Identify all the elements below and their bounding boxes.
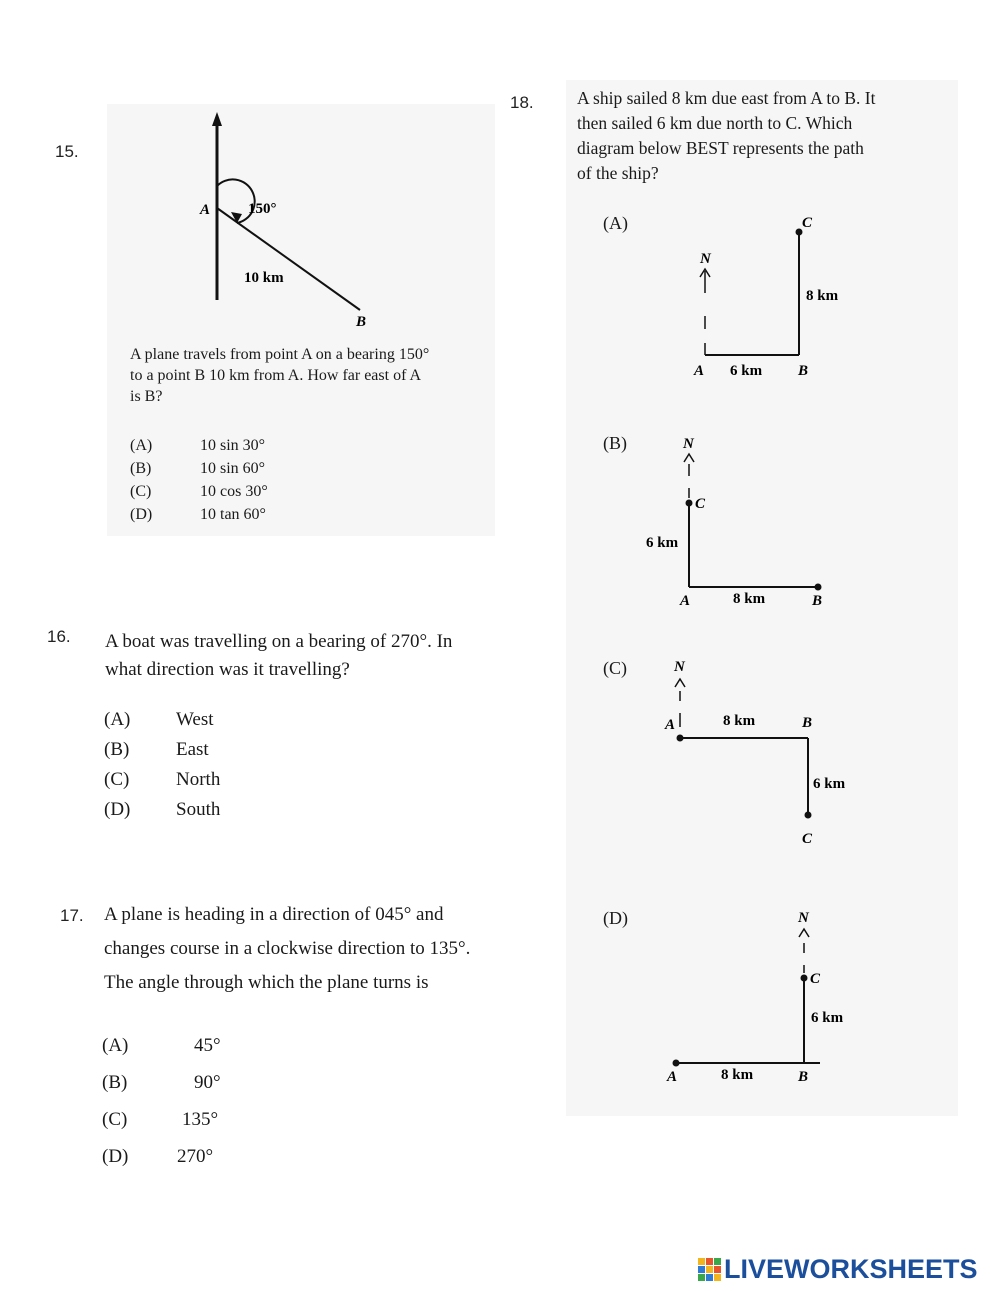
q16-option-a[interactable] — [104, 705, 220, 735]
q18-question-line1: A ship sailed 8 km due east from A to B. It — [577, 88, 876, 108]
q15-option-b-text: 10 sin 60° — [200, 460, 266, 477]
q18-question-line3: diagram below BEST represents the path — [577, 138, 864, 158]
q18c-vertical-dist: 6 km — [813, 776, 846, 792]
q18-diagram-b[interactable] — [640, 430, 840, 610]
q15-option-c-text: 10 cos 30° — [200, 483, 268, 500]
q15-options — [130, 434, 268, 526]
q15-question-line1: A plane travels from point A on a bearing 150° — [130, 346, 430, 363]
q16-option-d-text: South — [176, 799, 221, 820]
q18-option-c-letter[interactable]: (C) — [603, 658, 627, 678]
q18b-label-c: C — [695, 496, 706, 512]
q18-diagram-a[interactable] — [680, 205, 850, 385]
q16-option-a-letter: (A) — [104, 709, 131, 730]
q17-question-line2: changes course in a clockwise direction to 135°. — [104, 938, 471, 959]
q18a-vertical-dist: 8 km — [806, 288, 839, 304]
q18-diagram-d[interactable] — [655, 905, 865, 1085]
q18b-north-arrow — [684, 454, 694, 462]
q18d-horizontal-dist: 8 km — [721, 1067, 754, 1083]
q15-north-arrowhead — [212, 112, 222, 126]
q17-option-a-letter: (A) — [102, 1035, 129, 1056]
q18c-north-label: N — [674, 659, 685, 675]
q18b-horizontal-dist: 8 km — [733, 591, 766, 607]
q15-option-c[interactable] — [130, 480, 268, 503]
q15-option-d-text: 10 tan 60° — [200, 506, 266, 523]
q16-option-b-text: East — [176, 739, 209, 760]
q18-number: 18. — [510, 93, 534, 112]
q15-label-b: B — [356, 314, 367, 330]
q16-question-line1: A boat was travelling on a bearing of 270°. In — [105, 631, 453, 652]
q18d-north-arrow — [799, 929, 809, 937]
q17-option-a-text: 45° — [194, 1035, 221, 1056]
q15-number: 15. — [55, 142, 79, 161]
q15-option-d[interactable] — [130, 503, 268, 526]
q18d-north-label: N — [798, 910, 809, 926]
q18b-north-label: N — [683, 436, 694, 452]
q18d-label-b: B — [798, 1069, 809, 1085]
q18-question — [577, 86, 875, 186]
q18d-vertical-dist: 6 km — [811, 1010, 844, 1026]
q18c-point-c — [805, 812, 812, 819]
q15-option-b[interactable] — [130, 457, 268, 480]
q15-bearing-diagram — [180, 110, 400, 335]
q18b-label-a: A — [680, 593, 691, 609]
q16-option-c-letter: (C) — [104, 769, 130, 790]
q17-number: 17. — [60, 906, 84, 925]
q18-option-d-letter[interactable]: (D) — [603, 908, 628, 928]
q15-option-a-text: 10 sin 30° — [200, 437, 266, 454]
q17-question-line3: The angle through which the plane turns is — [104, 972, 429, 993]
q18c-label-a: A — [665, 717, 676, 733]
q17-option-c-text: 135° — [182, 1109, 219, 1130]
q18c-north-arrow — [675, 679, 685, 687]
q15-option-c-letter: (C) — [130, 483, 152, 500]
q18-option-b-letter[interactable]: (B) — [603, 433, 627, 453]
q18-question-line2: then sailed 6 km due north to C. Which — [577, 113, 853, 133]
q15-option-a[interactable] — [130, 434, 268, 457]
q18a-label-a: A — [694, 363, 705, 379]
q15-angle-label: 150° — [248, 201, 277, 217]
q17-option-b-text: 90° — [194, 1072, 221, 1093]
q16-question-line2: what direction was it travelling? — [105, 659, 350, 680]
q16-option-d-letter: (D) — [104, 799, 131, 820]
q17-options — [102, 1027, 221, 1175]
q17-option-a[interactable] — [102, 1027, 221, 1064]
q15-option-b-letter: (B) — [130, 460, 152, 477]
q17-option-d[interactable] — [102, 1138, 221, 1175]
q16-question — [105, 628, 452, 684]
q17-option-d-text: 270° — [177, 1146, 214, 1167]
q18a-label-b: B — [798, 363, 809, 379]
q15-option-a-letter: (A) — [130, 437, 153, 454]
q16-options — [104, 705, 220, 825]
q17-option-c[interactable] — [102, 1101, 221, 1138]
q17-option-d-letter: (D) — [102, 1146, 129, 1167]
q17-question — [104, 898, 470, 1000]
q16-option-c-text: North — [176, 769, 221, 790]
q18c-horizontal-dist: 8 km — [723, 713, 756, 729]
q18d-label-a: A — [667, 1069, 678, 1085]
q15-option-d-letter: (D) — [130, 506, 153, 523]
q17-option-b-letter: (B) — [102, 1072, 128, 1093]
q18d-label-c: C — [810, 971, 821, 987]
q16-option-b[interactable] — [104, 735, 220, 765]
q18a-label-c: C — [802, 215, 813, 231]
q18b-vertical-dist: 6 km — [646, 535, 679, 551]
q18a-north-label: N — [700, 251, 711, 267]
q16-number: 16. — [47, 627, 71, 646]
q16-option-c[interactable] — [104, 765, 220, 795]
q18-diagram-c[interactable] — [655, 655, 865, 850]
q17-question-line1: A plane is heading in a direction of 045° and — [104, 904, 444, 925]
q15-question-line2: to a point B 10 km from A. How far east of A — [130, 367, 422, 384]
q17-option-b[interactable] — [102, 1064, 221, 1101]
q16-option-d[interactable] — [104, 795, 220, 825]
q18b-point-b — [815, 584, 822, 591]
q17-option-c-letter: (C) — [102, 1109, 128, 1130]
q15-question-line3: is B? — [130, 388, 163, 405]
q16-option-b-letter: (B) — [104, 739, 130, 760]
q18c-label-c: C — [802, 831, 813, 847]
q15-label-a: A — [200, 202, 211, 218]
q15-question — [130, 344, 429, 407]
q18a-horizontal-dist: 6 km — [730, 363, 763, 379]
liveworksheets-logo-text: LIVEWORKSHEETS — [724, 1254, 978, 1284]
q18-option-a-letter[interactable]: (A) — [603, 213, 628, 233]
q15-distance-label: 10 km — [244, 270, 284, 286]
q18b-label-b: B — [812, 593, 823, 609]
q18-question-line4: of the ship? — [577, 163, 659, 183]
q18c-label-b: B — [802, 715, 813, 731]
q16-option-a-text: West — [176, 709, 214, 730]
liveworksheets-logo-icon — [697, 1257, 723, 1283]
